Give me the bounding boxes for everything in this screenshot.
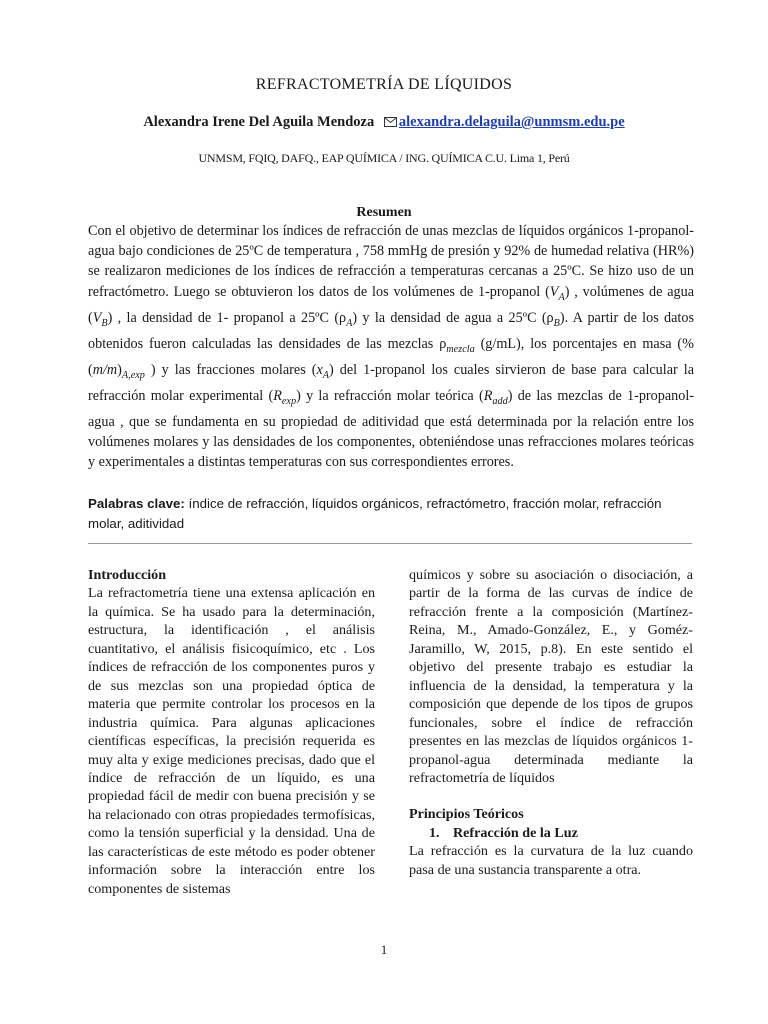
keywords-label: Palabras clave: — [88, 496, 185, 511]
subsection-paragraph: La refracción es la curvatura de la luz cuando pasa de una sustancia transparente a otra. — [409, 843, 693, 878]
keywords — [88, 494, 694, 534]
subsection-title: Refracción de la Luz — [453, 824, 578, 841]
abstract-heading: Resumen — [356, 205, 412, 220]
right-column — [409, 566, 693, 879]
keywords-list: índice de refracción, líquidos orgánicos, refractómetro, fracción molar, refracción molar, aditividad — [88, 496, 662, 531]
envelope-icon — [384, 115, 397, 132]
affiliation: UNMSM, FQIQ, DAFQ., EAP QUÍMICA / ING. QUÍMICA C.U. Lima 1, Perú — [198, 151, 570, 165]
intro-heading: Introducción — [88, 567, 167, 583]
abstract-paragraph: Con el objetivo de determinar los índices de refracción de unas mezclas de líquidos orgánicos 1-propanol-agua bajo condiciones de 25ºC de temperatura , 758 mmHg de presión y 92% de humedad relativa (HR%) se realizaron mediciones de los índices de refracción a temperaturas cercanas a 25ºC. Se hizo uso de un refractómetro. Luego se obtuvieron los datos de los volúmenes de 1-propanol $(V_A)$ , volúmenes de agua $(V_B)$ , la densidad de 1- propanol a 25ºC $(\rho_A)$ y la densidad de agua a 25ºC $(\rho_B)$. A partir de los datos obtenidos fueron calculadas las densidades de las mezclas $\rho_{mezcla}$ (g/mL), los porcentajes en masa ($\%(m/m)_{A,exp}$ ) y las fracciones molares $(x_A)$ del 1-propanol los cuales sirvieron de base para calcular la refracción molar experimental $(R_{exp})$ y la refracción molar teórica $(R_{add})$ de las mezclas de 1-propanol-agua , que se fundamenta en su propiedad de aditividad que está determinada por la relación entre los volúmenes molares y las densidades de los componentes, obteniéndose unas refracciones molares teóricas y experimentales a distintas temperaturas con sus correspondientes errores. — [88, 223, 694, 471]
subsection-number: 1. — [429, 824, 440, 841]
intro-continuation: químicos y sobre su asociación o disociación, a partir de la forma de las curvas de índice de refracción frente a la composición (Martínez-Reina, M., Amado-González, E., y Goméz-Jaramillo, W, 2015, p.8). En este sentido el objetivo del presente trabajo es estudiar la influencia de la densidad, la temperatura y la composición que depende de los tipos de grupos funcionales, sobre el índice de refracción presentes en las mezclas de líquidos orgánicos 1-propanol-agua determinada mediante la refractometría de líquidos — [409, 567, 693, 786]
author-line — [0, 114, 768, 132]
author-email-link[interactable]: alexandra.delaguila@unmsm.edu.pe — [398, 114, 625, 130]
paper-title: REFRACTOMETRÍA DE LÍQUIDOS — [255, 76, 513, 93]
principles-heading: Principios Teóricos — [409, 806, 524, 823]
author-name: Alexandra Irene Del Aguila Mendoza — [143, 114, 375, 130]
section-divider — [88, 543, 692, 544]
subsection-heading — [409, 824, 693, 842]
intro-paragraph: La refractometría tiene una extensa aplicación en la química. Se ha usado para la determinación, estructura, la identificación , el análisis cuantitativo, el análisis fisicoquímico, etc . Los índices de refracción de los componentes puros y de sus mezclas son una propiedad óptica de materia que permite controlar los procesos en la industria química. Para algunas aplicaciones científicas específicas, la precisión requerida es muy alta y exige mediciones precisas, dado que el índice de refracción de un líquido, es una propiedad fácil de medir con buena precisión y se ha relacionado con otras propiedades termofísicas, como la tensión superficial y la densidad. Una de las características de este método es poder obtener información sobre la interacción entre los componentes de sistemas — [88, 585, 375, 897]
left-column — [88, 566, 375, 898]
page-number: 1 — [380, 942, 388, 957]
abstract-body — [88, 221, 694, 472]
